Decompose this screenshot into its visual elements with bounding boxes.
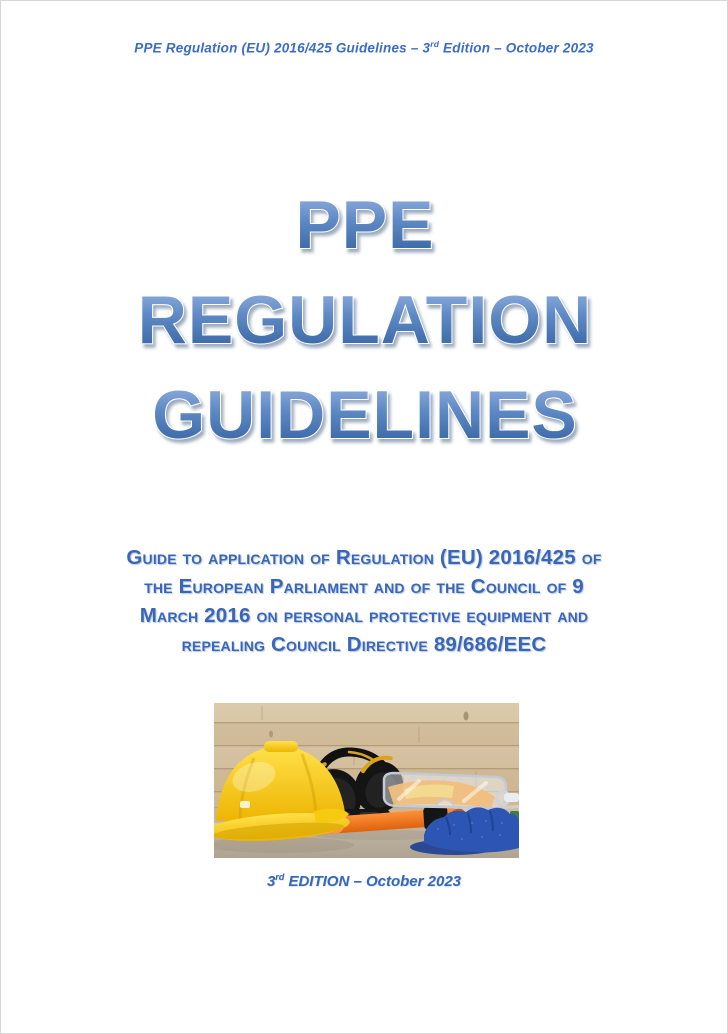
cover-title: [1, 176, 728, 476]
running-header-superscript: rd: [430, 39, 440, 49]
edition-number: 3: [266, 873, 276, 890]
safety-goggles: [384, 773, 519, 808]
subtitle-line-4: repealing Council Directive 89/686/EEC: [181, 633, 547, 656]
subtitle-line-1: Guide to application of Regulation (EU) 2016/425 of: [126, 546, 602, 569]
running-header: [1, 39, 727, 56]
title-line-2: REGULATION: [137, 282, 593, 358]
title-line-1: PPE: [295, 187, 435, 263]
title-line-3: GUIDELINES: [152, 377, 578, 453]
edition-text: EDITION – October 2023: [284, 873, 462, 890]
subtitle-line-3: March 2016 on personal protective equipment and: [139, 604, 589, 627]
edition-superscript: rd: [275, 872, 285, 882]
running-header-text-suffix: Edition – October 2023: [439, 40, 594, 56]
running-header-text: PPE Regulation (EU) 2016/425 Guidelines – 3: [134, 40, 431, 56]
cover-photo-ppe-equipment: [214, 703, 519, 858]
edition-line: [1, 872, 727, 890]
cover-subtitle: [1, 543, 727, 659]
subtitle-line-2: the European Parliament and of the Council of 9: [144, 575, 584, 598]
